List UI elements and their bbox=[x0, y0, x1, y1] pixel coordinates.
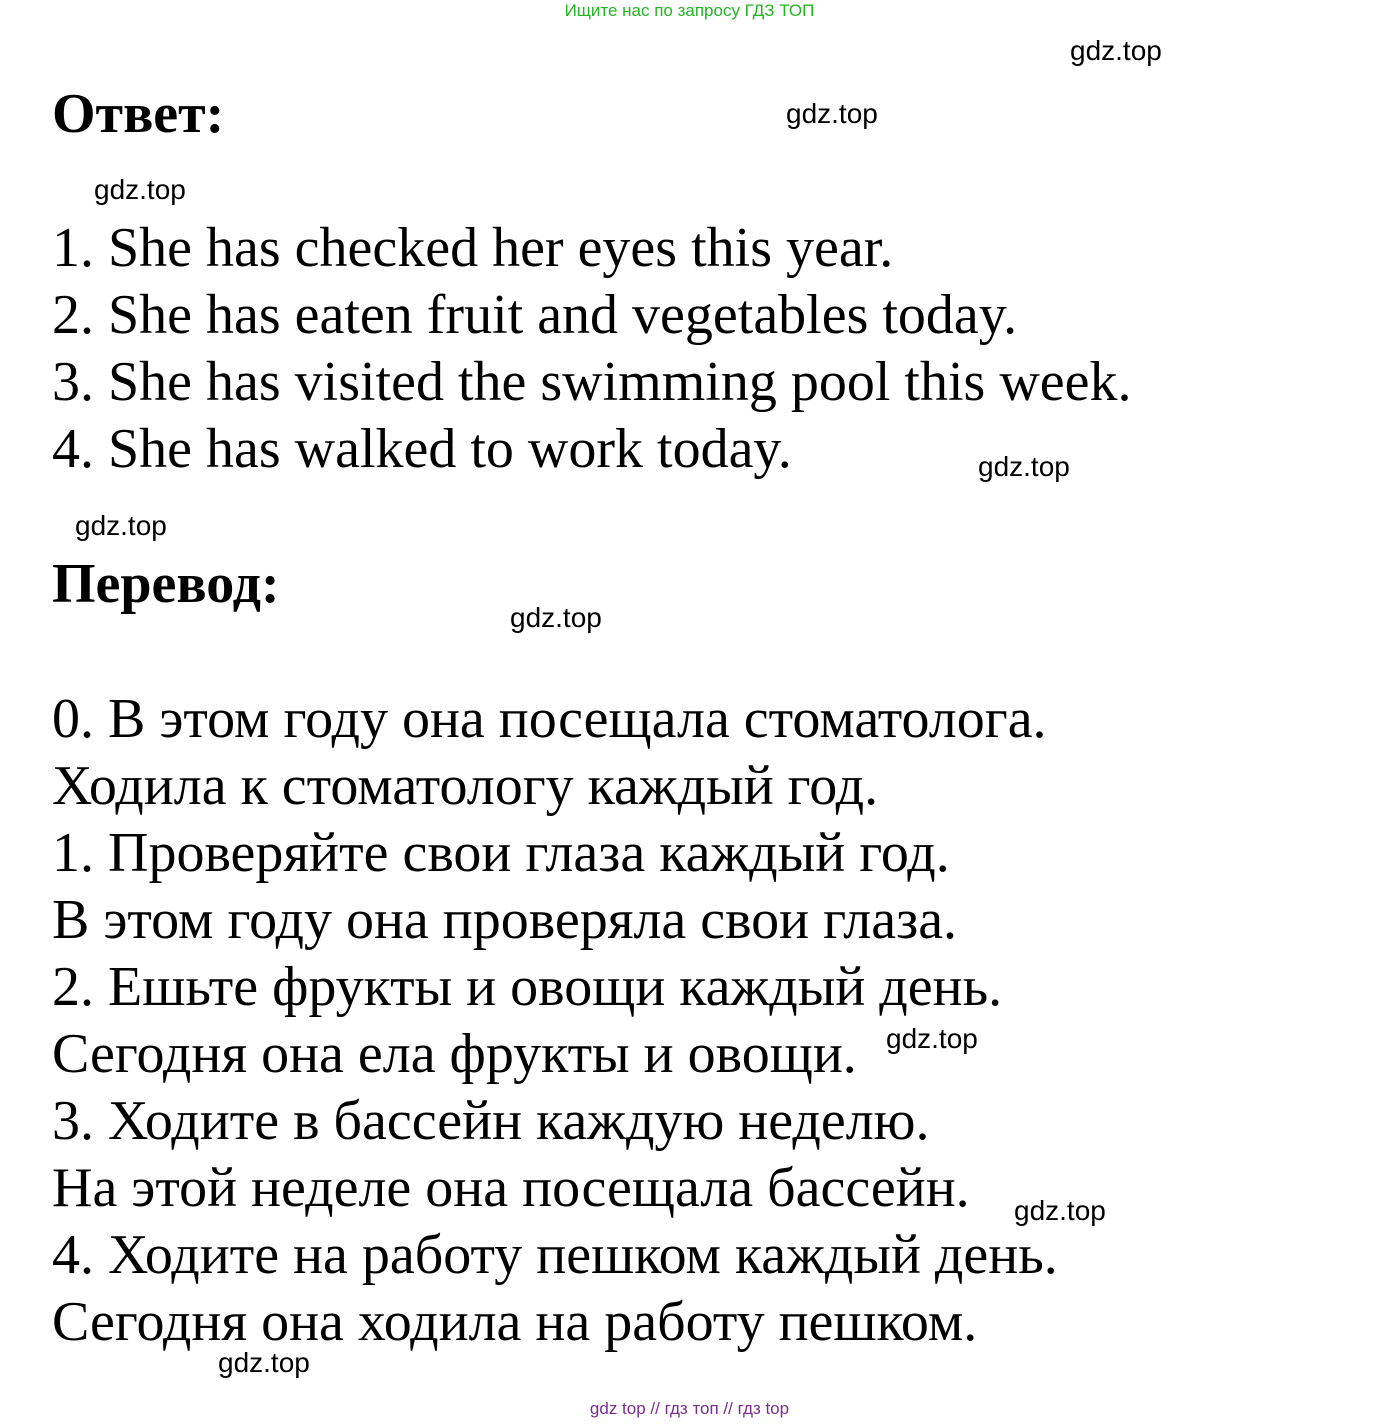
translation-line: Сегодня она ела фрукты и овощи. bbox=[52, 1023, 857, 1085]
watermark: gdz.top bbox=[510, 602, 602, 633]
watermark: gdz.top bbox=[786, 98, 878, 129]
translation-heading: Перевод: bbox=[52, 553, 280, 615]
answer-heading: Ответ: bbox=[52, 83, 225, 145]
translation-line: 2. Ешьте фрукты и овощи каждый день. bbox=[52, 956, 1003, 1018]
answer-line: 3. She has visited the swimming pool this week. bbox=[52, 351, 1132, 413]
translation-line: Сегодня она ходила на работу пешком. bbox=[52, 1291, 978, 1353]
answer-line: 2. She has eaten fruit and vegetables today. bbox=[52, 284, 1018, 346]
translation-line: Ходила к стоматологу каждый год. bbox=[52, 755, 879, 817]
answer-line: 1. She has checked her eyes this year. bbox=[52, 217, 894, 279]
translation-line: В этом году она проверяла свои глаза. bbox=[52, 889, 958, 951]
watermark: gdz.top bbox=[94, 174, 186, 205]
translation-line: 1. Проверяйте свои глаза каждый год. bbox=[52, 822, 950, 884]
watermark: gdz.top bbox=[75, 510, 167, 541]
translation-line: 3. Ходите в бассейн каждую неделю. bbox=[52, 1090, 930, 1152]
top-banner: Ищите нас по запросу ГДЗ ТОП bbox=[564, 1, 815, 20]
watermark: gdz.top bbox=[1014, 1195, 1106, 1226]
translation-line: На этой неделе она посещала бассейн. bbox=[52, 1157, 970, 1219]
watermark: gdz.top bbox=[978, 451, 1070, 482]
answer-line: 4. She has walked to work today. bbox=[52, 418, 792, 480]
bottom-banner[interactable]: gdz top // гдз топ // гдз top bbox=[589, 1399, 790, 1418]
translation-line: 0. В этом году она посещала стоматолога. bbox=[52, 688, 1047, 750]
watermark: gdz.top bbox=[886, 1023, 978, 1054]
translation-line: 4. Ходите на работу пешком каждый день. bbox=[52, 1224, 1058, 1286]
watermark: gdz.top bbox=[1070, 35, 1162, 66]
watermark: gdz.top bbox=[218, 1347, 310, 1378]
